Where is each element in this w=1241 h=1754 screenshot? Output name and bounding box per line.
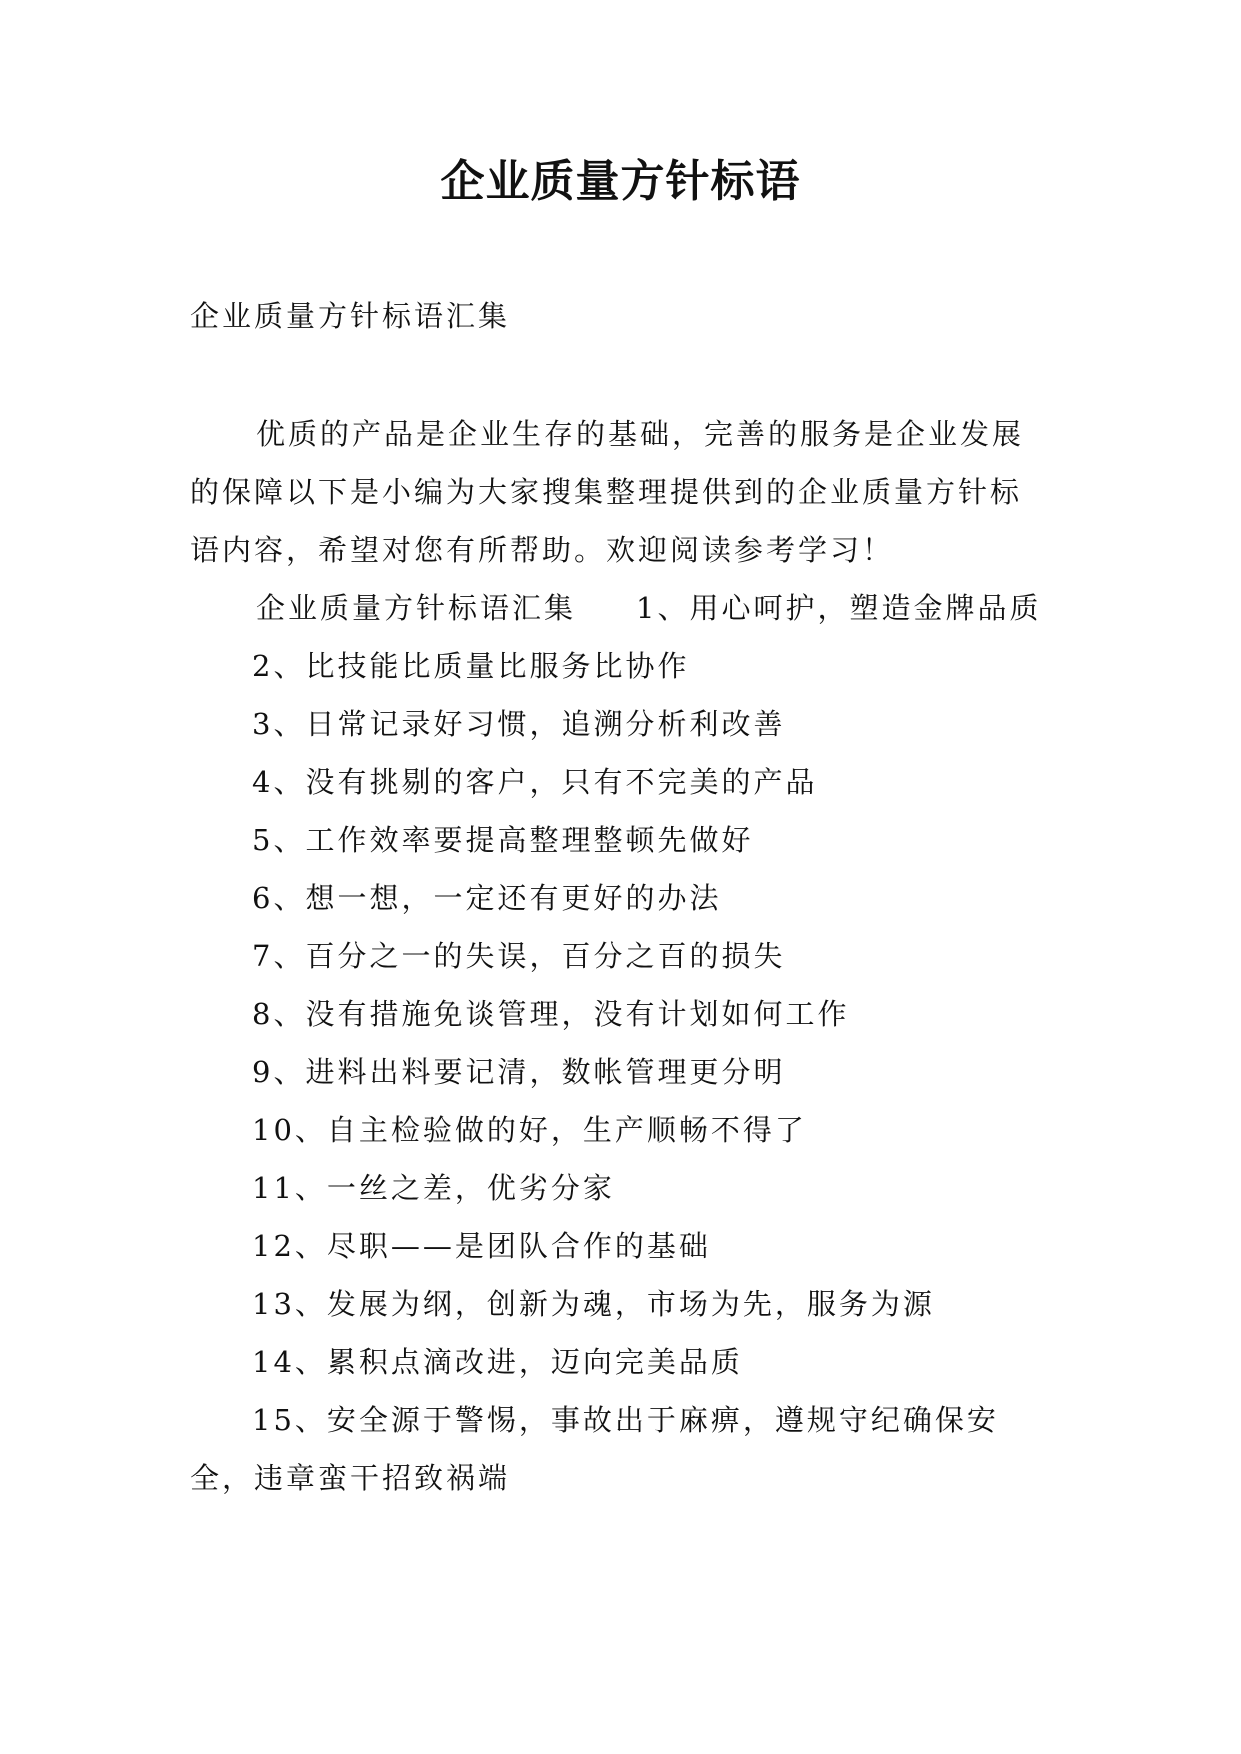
document-subtitle: 企业质量方针标语汇集	[190, 299, 511, 333]
list-item: 7、百分之一的失误，百分之百的损失	[252, 939, 786, 973]
section-heading: 企业质量方针标语汇集	[256, 591, 577, 625]
first-item-paragraph	[190, 579, 1050, 637]
list-item: 11、一丝之差，优劣分家	[252, 1171, 615, 1205]
list-item: 8、没有措施免谈管理，没有计划如何工作	[252, 997, 850, 1031]
document-title: 企业质量方针标语	[440, 156, 801, 207]
list-item: 3、日常记录好习惯，追溯分析利改善	[252, 707, 786, 741]
list-item: 15、安全源于警惕，事故出于麻痹，遵规守纪确保安全，违章蛮干招致祸端	[190, 1403, 999, 1495]
list-item: 5、工作效率要提高整理整顿先做好	[252, 823, 754, 857]
list-item: 9、进料出料要记清，数帐管理更分明	[252, 1055, 786, 1089]
list-item: 4、没有挑剔的客户，只有不完美的产品	[252, 765, 818, 799]
intro-paragraph: 优质的产品是企业生存的基础，完善的服务是企业发展的保障以下是小编为大家搜集整理提供到的企业质量方针标语内容，希望对您有所帮助。欢迎阅读参考学习！	[190, 417, 1025, 567]
list-item: 10、自主检验做的好，生产顺畅不得了	[252, 1113, 807, 1147]
list-item: 12、尽职——是团队合作的基础	[252, 1229, 711, 1263]
list-item: 13、发展为纲，创新为魂，市场为先，服务为源	[252, 1287, 935, 1321]
list-item: 14、累积点滴改进，迈向完美品质	[252, 1345, 743, 1379]
list-item: 1、用心呵护，塑造金牌品质	[636, 591, 1042, 625]
document-body	[190, 287, 1050, 1507]
list-item: 6、想一想，一定还有更好的办法	[252, 881, 722, 915]
list-item: 2、比技能比质量比服务比协作	[252, 649, 690, 683]
